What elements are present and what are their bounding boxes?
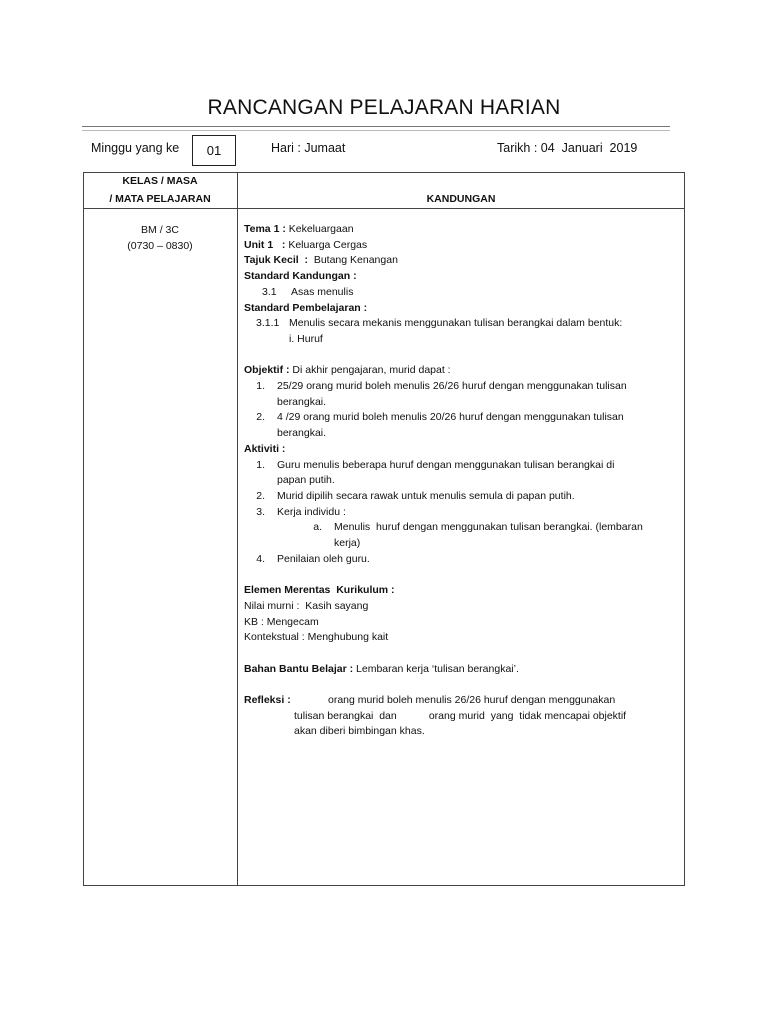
objektif-item-text xyxy=(277,379,680,410)
sk-text: Asas menulis xyxy=(291,285,354,298)
aktiviti-item-line2: papan putih. xyxy=(277,474,335,487)
objektif-value: Di akhir pengajaran, murid dapat : xyxy=(289,364,451,377)
aktiviti-item xyxy=(244,552,680,568)
aktiviti-item-text xyxy=(277,458,680,489)
tajuk-line xyxy=(244,253,680,269)
aktiviti-item-text: Penilaian oleh guru. xyxy=(277,552,370,565)
kb-line: KB : Mengecam xyxy=(244,615,319,628)
column-header-content: KANDUNGAN xyxy=(426,193,496,205)
aktiviti-subitem-letter: a. xyxy=(313,521,322,534)
class-name: BM / 3C xyxy=(141,224,179,236)
aktiviti-item-number: 4. xyxy=(256,552,265,565)
refleksi-line2: tulisan berangkai dan orang murid yang tidak mencapai objektif xyxy=(294,709,627,722)
nilai-murni: Nilai murni : Kasih sayang xyxy=(244,599,369,612)
class-cell xyxy=(83,222,237,254)
bahan-line xyxy=(244,662,680,678)
page-title: RANCANGAN PELAJARAN HARIAN xyxy=(207,96,561,119)
objektif-item xyxy=(244,410,680,441)
week-label: Minggu yang ke xyxy=(91,141,180,155)
aktiviti-label: Aktiviti : xyxy=(244,442,286,455)
class-time: (0730 – 0830) xyxy=(127,240,193,252)
aktiviti-subitem xyxy=(244,520,680,551)
refleksi-line3: akan diberi bimbingan khas. xyxy=(294,725,425,738)
sp-number: 3.1.1 xyxy=(256,317,280,330)
objektif-item-line1: 4 /29 orang murid boleh menulis 20/26 huruf dengan menggunakan tulisan xyxy=(277,411,624,424)
aktiviti-item-number: 1. xyxy=(256,458,265,471)
sk-number: 3.1 xyxy=(262,285,277,298)
date-label: Tarikh : 04 Januari 2019 xyxy=(497,141,638,155)
tema-line xyxy=(244,222,680,238)
aktiviti-item xyxy=(244,489,680,505)
tajuk-label: Tajuk Kecil : xyxy=(244,254,308,267)
aktiviti-item xyxy=(244,458,680,489)
kontekstual-line: Kontekstual : Menghubung kait xyxy=(244,631,389,644)
refleksi-label: Refleksi : xyxy=(244,694,291,707)
title-underline xyxy=(82,126,670,127)
day-label: Hari : Jumaat xyxy=(271,141,346,155)
standard-pembelajaran-subitem: i. Huruf xyxy=(289,332,323,345)
objektif-line xyxy=(244,363,680,379)
column-header-class xyxy=(83,173,237,207)
aktiviti-item-text: Kerja individu : xyxy=(277,505,346,518)
aktiviti-item xyxy=(244,505,680,521)
bahan-value: Lembaran kerja ‘tulisan berangkai’. xyxy=(353,662,519,675)
aktiviti-subitem-line1: Menulis huruf dengan menggunakan tulisan berangkai. (lembaran xyxy=(334,521,643,534)
objektif-item-line1: 25/29 orang murid boleh menulis 26/26 huruf dengan menggunakan tulisan xyxy=(277,380,627,393)
aktiviti-subitem-text xyxy=(334,520,680,551)
week-value-box: 01 xyxy=(192,135,236,166)
objektif-label: Objektif : xyxy=(244,364,290,377)
objektif-item-line2: berangkai. xyxy=(277,427,327,440)
table-header-divider xyxy=(83,208,685,209)
standard-kandungan-label: Standard Kandungan : xyxy=(244,270,357,283)
aktiviti-subitem-line2: kerja) xyxy=(334,537,361,550)
unit-value: Keluarga Cergas xyxy=(285,238,368,251)
aktiviti-item-number: 2. xyxy=(256,489,265,502)
unit-label: Unit 1 : xyxy=(244,238,286,251)
lesson-content xyxy=(244,222,680,740)
aktiviti-item-text: Murid dipilih secara rawak untuk menulis semula di papan putih. xyxy=(277,489,575,502)
tema-label: Tema 1 : xyxy=(244,223,286,235)
column-header-class-line1: KELAS / MASA xyxy=(122,175,198,187)
objektif-item-text xyxy=(277,410,680,441)
objektif-item-line2: berangkai. xyxy=(277,395,327,408)
objektif-item-number: 2. xyxy=(256,411,265,424)
title-underline-secondary xyxy=(82,130,670,131)
standard-kandungan-item xyxy=(244,285,680,301)
sp-text: Menulis secara mekanis menggunakan tulisan berangkai dalam bentuk: xyxy=(289,317,623,330)
unit-line xyxy=(244,238,680,254)
objektif-item xyxy=(244,379,680,410)
table-column-divider xyxy=(237,172,238,886)
bahan-label: Bahan Bantu Belajar : xyxy=(244,662,354,675)
tajuk-value: Butang Kenangan xyxy=(308,254,398,267)
elemen-label: Elemen Merentas Kurikulum : xyxy=(244,584,395,597)
refleksi-line1 xyxy=(244,693,680,709)
aktiviti-item-line1: Guru menulis beberapa huruf dengan menggunakan tulisan berangkai di xyxy=(277,458,615,471)
aktiviti-item-number: 3. xyxy=(256,505,265,518)
tema-value: Kekeluargaan xyxy=(285,223,354,235)
standard-pembelajaran-item xyxy=(244,316,680,332)
refleksi-text-1: orang murid boleh menulis 26/26 huruf dengan menggunakan xyxy=(328,694,616,707)
objektif-item-number: 1. xyxy=(256,380,265,393)
column-header-class-line2: / MATA PELAJARAN xyxy=(109,193,211,205)
standard-pembelajaran-label: Standard Pembelajaran : xyxy=(244,301,368,314)
